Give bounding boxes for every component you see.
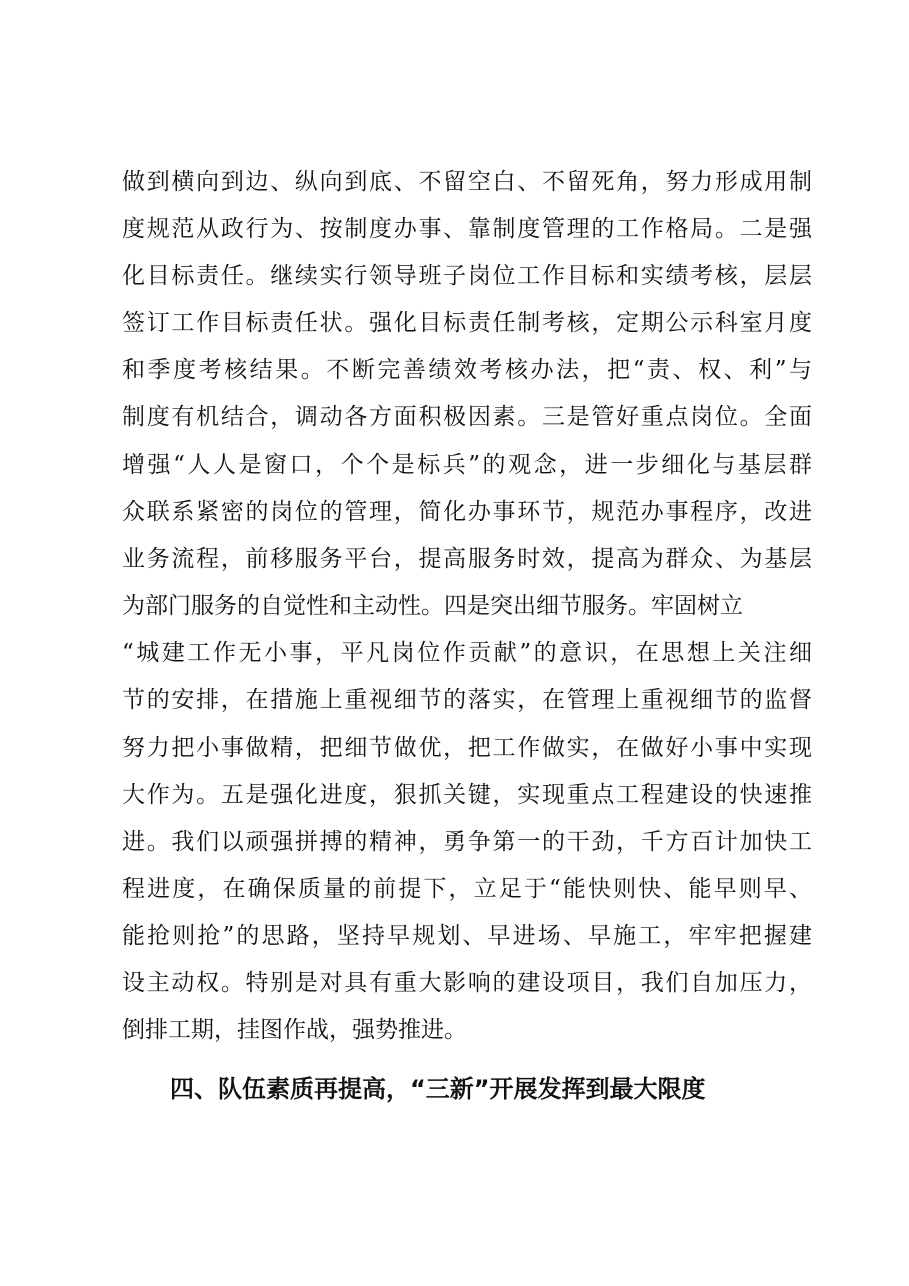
body-text-line: 度规范从政行为、按制度办事、靠制度管理的工作格局。二是强 [122,216,812,242]
section-heading: 四、队伍素质再提高，“三新”开展发挥到最大限度 [170,1075,706,1103]
body-text-line: 进。我们以顽强拼搏的精神，勇争第一的干劲，千方百计加快工 [122,829,812,855]
body-text-line: 制度有机结合，调动各方面积极因素。三是管好重点岗位。全面 [122,404,812,430]
body-text-line: 业务流程，前移服务平台，提高服务时效，提高为群众、为基层 [122,546,812,572]
body-text-line: 倒排工期，挂图作战，强势推进。 [122,1017,467,1043]
body-text-line: 做到横向到边、纵向到底、不留空白、不留死角，努力形成用制 [122,169,812,195]
body-text-line: 增强“人人是窗口，个个是标兵”的观念，进一步细化与基层群 [122,452,812,478]
body-text-line: 众联系紧密的岗位的管理，简化办事环节，规范办事程序，改进 [122,499,812,525]
body-text-line: 能抢则抢”的思路，坚持早规划、早进场、早施工，牢牢把握建 [122,923,812,949]
body-text-line: “城建工作无小事，平凡岗位作贡献”的意识，在思想上关注细 [122,640,812,666]
body-text-line: 为部门服务的自觉性和主动性。四是突出细节服务。牢固树立 [122,593,743,619]
body-text-line: 程进度，在确保质量的前提下，立足于“能快则快、能早则早、 [122,876,812,902]
body-text-line: 签订工作目标责任状。强化目标责任制考核，定期公示科室月度 [122,310,812,336]
body-text-line: 化目标责任。继续实行领导班子岗位工作目标和实绩考核，层层 [122,263,812,289]
body-text-line: 大作为。五是强化进度，狠抓关键，实现重点工程建设的快速推 [122,782,812,808]
body-text-line: 节的安排，在措施上重视细节的落实，在管理上重视细节的监督 [122,687,812,713]
body-text-line: 设主动权。特别是对具有重大影响的建设项目，我们自加压力， [122,970,812,996]
body-text-line: 和季度考核结果。不断完善绩效考核办法，把“责、权、利”与 [122,357,812,383]
body-text-line: 努力把小事做精，把细节做优，把工作做实，在做好小事中实现 [122,735,812,761]
